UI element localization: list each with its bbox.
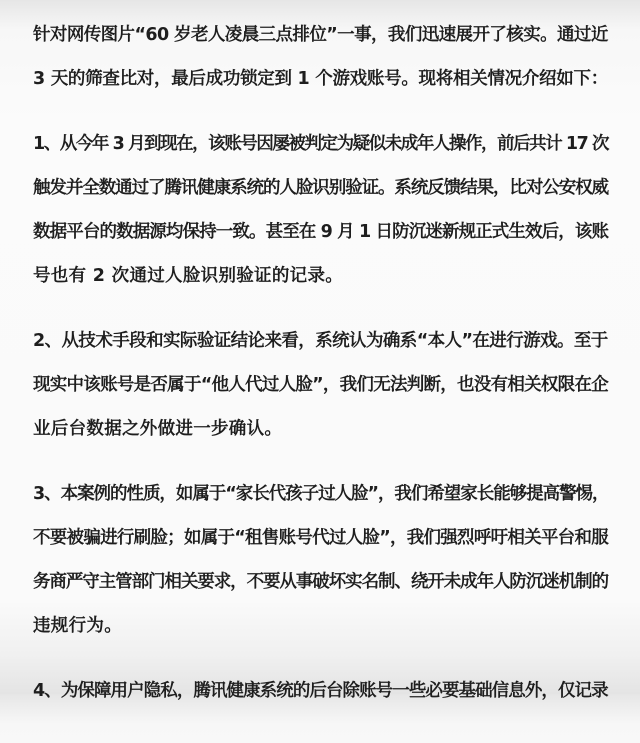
text-line: 触发并全数通过了腾讯健康系统的人脸识别验证。系统反馈结果，比对公安权威	[33, 178, 608, 198]
document-body	[33, 22, 608, 743]
text-line: 3 天的筛查比对，最后成功锁定到 1 个游戏账号。现将相关情况介绍如下：	[33, 69, 608, 89]
text-line: 违规行为。	[33, 616, 122, 636]
paragraph-intro	[33, 22, 608, 110]
paragraph-2	[33, 328, 608, 460]
text-line: 2、从技术手段和实际验证结论来看，系统认为确系“本人”在进行游戏。至于	[33, 331, 608, 351]
text-line: 现实中该账号是否属于“他人代过人脸”，我们无法判断，也没有相关权限在企	[33, 375, 609, 395]
paragraph-3	[33, 481, 608, 657]
text-line: 针对网传图片“60 岁老人凌晨三点排位”一事，我们迅速展开了核实。通过近	[33, 25, 608, 45]
text-line: 4、为保障用户隐私，腾讯健康系统的后台除账号一些必要基础信息外，仅记录	[33, 681, 608, 701]
text-line: 不要被骗进行刷脸；如属于“租售账号代过人脸”，我们强烈呼吁相关平台和服	[33, 528, 609, 548]
text-line: 号也有 2 次通过人脸识别验证的记录。	[33, 266, 344, 286]
text-line: 数据平台的数据源均保持一致。甚至在 9 月 1 日防沉迷新规正式生效后，该账	[33, 222, 609, 242]
text-line: 3、本案例的性质，如属于“家长代孩子过人脸”，我们希望家长能够提高警惕，	[33, 484, 609, 504]
paragraph-1	[33, 131, 608, 307]
text-line: 业后台数据之外做进一步确认。	[33, 419, 283, 439]
text-line: 1、从今年 3 月到现在，该账号因屡被判定为疑似未成年人操作，前后共计 17 次	[33, 134, 609, 154]
text-line: 务商严守主管部门相关要求，不要从事破坏实名制、绕开未成年人防沉迷机制的	[33, 572, 608, 592]
paragraph-4	[33, 678, 608, 722]
